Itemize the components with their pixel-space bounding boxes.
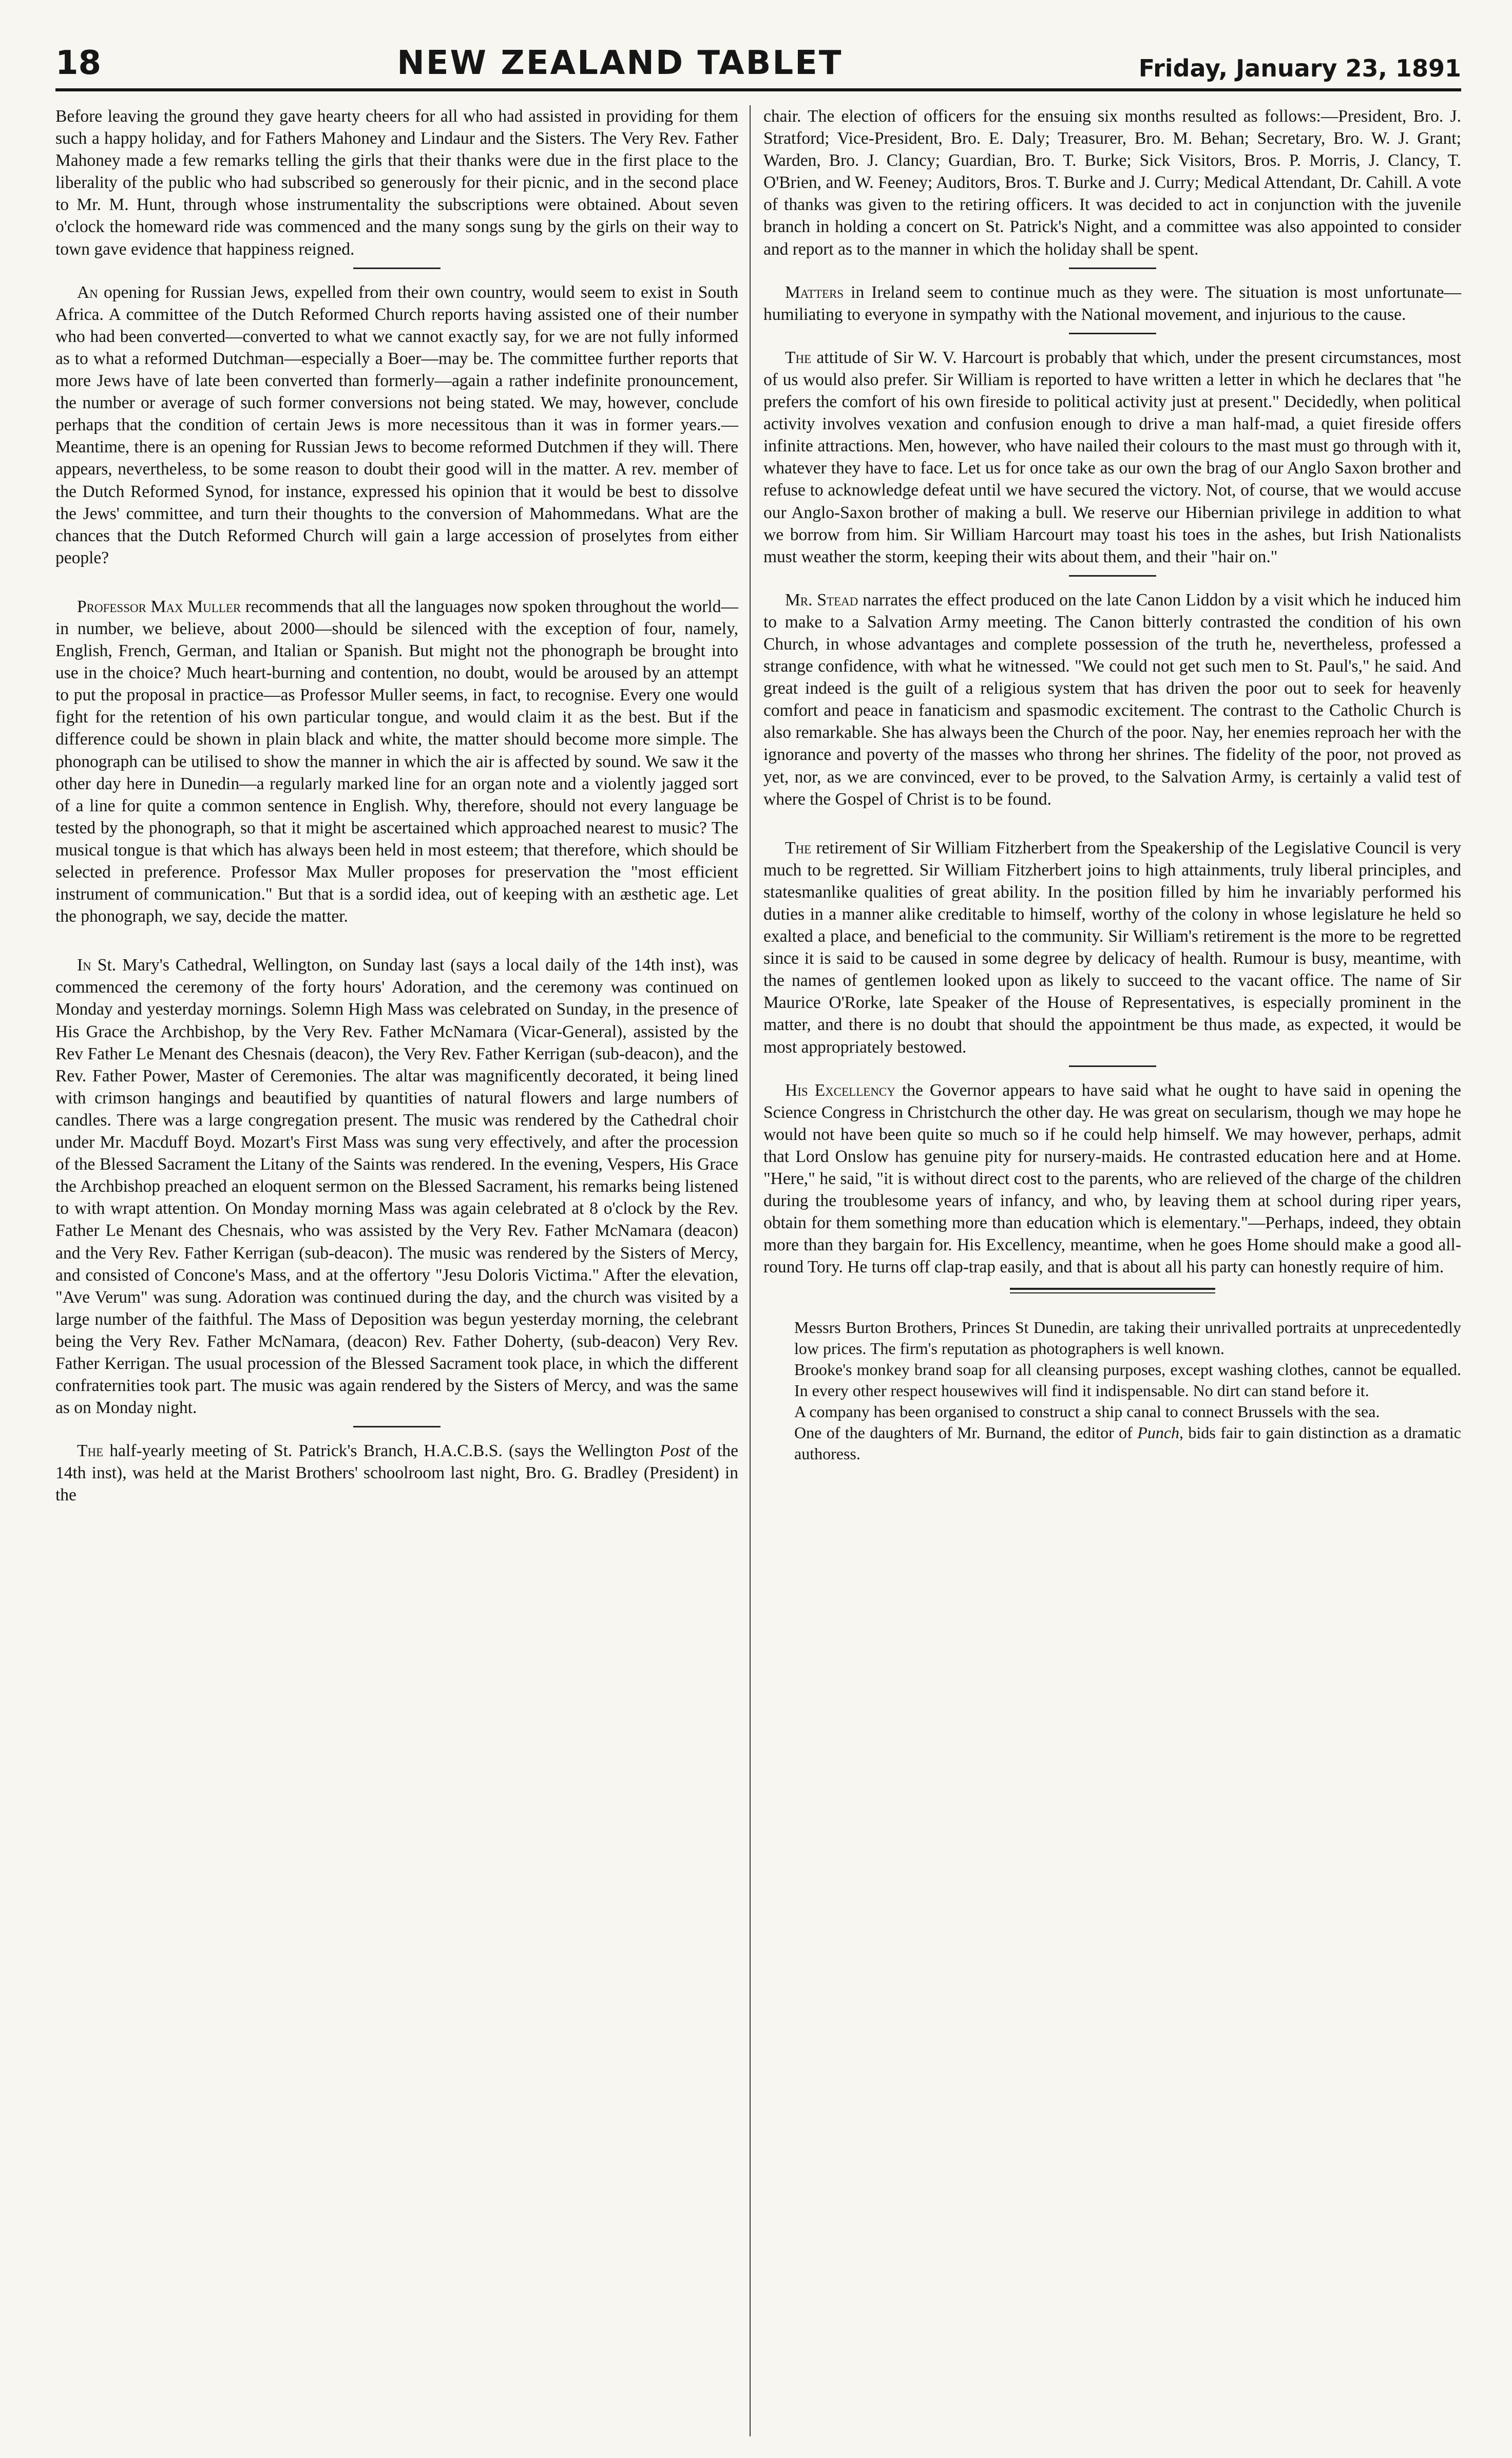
article-body: recommends that all the languages now spoken throughout the world—in number, we believe, about 2000—should be silenced with the exception of four, namely, English, French, German, and Italian or Spanish. But might not the phonograph be brought into use in the choice? Much heart-burning and contention, no doubt, would be aroused by an attempt to put the proposal in practice—as Professor Muller seems, in fact, to recognise. Every one would fight for the retention of his own particular tongue, and would claim it as the best. But if the difference could be shown in plain black and white, the matter should become more simple. The phonograph can be utilised to show the manner in which the air is affected by sound. We saw it the other day here in Dunedin—a regularly marked line for an organ note and a violently jagged sort of a line for quite a common sentence in English. Why, therefore, should not every language be tested by the phonograph, so that it might be ascertained which approached nearest to music? The musical tongue is that which has always been held in most esteem; that therefore, which should be selected in preference. Professor Max Muller proposes for preservation the "most efficient instrument of communication." But that is a sordid idea, out of keeping with an æsthetic age. Let the phonograph, we say, decide the matter. (55, 597, 738, 926)
article-divider (1069, 268, 1156, 269)
article-harcourt (763, 347, 1461, 568)
article-hacbs-meeting (55, 1440, 738, 1506)
article-body: St. Mary's Cathedral, Wellington, on Sunday last (says a local daily of the 14th inst), was commenced the ceremony of the forty hours' Adoration, and the ceremony was continued on Monday and yesterday mornings. Solemn High Mass was celebrated on Sunday, in the presence of His Grace the Archbishop, by the Very Rev. Father McNamara (Vicar-General), assisted by the Rev Father Le Menant des Chesnais (deacon), the Very Rev. Father Kerrigan (sub-deacon), and the Rev. Father Power, Master of Ceremonies. The altar was magnificently decorated, it being lined with crimson hangings and beautified by quantities of natural flowers and large numbers of candles. There was a large congregation present. The music was rendered by the Cathedral choir under Mr. Macduff Boyd. Mozart's First Mass was sung very effectively, and after the procession of the Blessed Sacrament the Litany of the Saints was rendered. In the evening, Vespers, His Grace the Archbishop preached an eloquent sermon on the Blessed Sacrament, his remarks being listened to with wrapt attention. On Monday morning Mass was again celebrated at 8 o'clock by the Rev. Father Le Menant des Chesnais, who was assisted by the Very Rev. Father McNamara (deacon) and the Very Rev. Father Kerrigan (sub-deacon). The music was rendered by the Sisters of Mercy, and consisted of Concone's Mass, and at the offertory "Jesu Doloris Victima." After the elevation, "Ave Verum" was sung. Adoration was continued during the day, and the church was visited by a large number of the faithful. The Mass of Deposition was begun yesterday morning, the celebrant being the Very Rev. Father McNamara, (deacon) Rev. Father Doherty, (sub-deacon) Very Rev. Father Kerrigan. The usual procession of the Blessed Sacrament took place, in which the different confraternities took part. The music was again rendered by the Sisters of Mercy, and was the same as on Monday night. (55, 956, 738, 1418)
magazine-name: Punch (1137, 1423, 1180, 1442)
article-body: of the 14th inst), was held at the Marist Brothers' schoolroom last night, Bro. G. Bradley (President) in the (55, 1441, 738, 1505)
lead-word: His Excellency (785, 1080, 895, 1100)
lead-word: Matters (785, 282, 844, 302)
lead-word: An (77, 282, 98, 302)
notice-text: , bids fair to gain distinction as a dramatic authoress. (794, 1423, 1462, 1463)
article-governor (763, 1079, 1461, 1279)
article-divider (353, 268, 441, 269)
page-number: 18 (55, 44, 102, 82)
advertisement-divider (1010, 1288, 1215, 1293)
left-column (55, 105, 738, 1507)
ad-brookes-soap: Brooke's monkey brand soap for all cleansing purposes, except washing clothes, cannot be equalled. In every other respect housewives will find it indispensable. No dirt can stand before it. (794, 1360, 1461, 1400)
article-fitzherbert (763, 837, 1461, 1058)
advertisements (763, 1317, 1461, 1464)
article-spacer (55, 569, 738, 596)
issue-date: Friday, January 23, 1891 (1138, 54, 1461, 82)
article-spacer (763, 810, 1461, 837)
article-ireland (763, 281, 1461, 326)
lead-word: Professor Max Muller (77, 597, 241, 616)
lead-word: In (77, 956, 91, 975)
notice-ship-canal: A company has been organised to construct a ship canal to connect Brussels with the sea. (794, 1402, 1380, 1421)
lead-word: The (77, 1441, 104, 1461)
article-max-muller (55, 596, 738, 927)
article-picnic-continued: Before leaving the ground they gave hearty cheers for all who had assisted in providing for them such a happy holiday, and for Fathers Mahoney and Lindaur and the Sisters. The Very Rev. Father Mahoney made a few remarks telling the girls that their thanks were due in the first place to the liberality of the public who had subscribed so generously for their picnic, and in the second place to Mr. M. Hunt, through whose instrumentality the subscriptions were obtained. About seven o'clock the homeward ride was commenced and the many songs sung by the girls on their way to town gave evidence that happiness reigned. (55, 107, 738, 259)
article-divider (1069, 575, 1156, 577)
ad-burton-brothers: Messrs Burton Brothers, Princes St Dunedin, are taking their unrivalled portraits at unprecedentedly low prices. The firm's reputation as photographers is well known. (794, 1318, 1461, 1358)
article-hacbs-continued: chair. The election of officers for the ensuing six months resulted as follows:—President, Bro. J. Stratford; Vice-President, Bro. E. Daly; Treasurer, Bro. M. Behan; Secretary, Bro. W. J. Grant; Warden, Bro. J. Clancy; Guardian, Bro. T. Burke; Sick Visitors, Bros. P. Morris, J. Clancy, T. O'Brien, and W. Feeney; Auditors, Bros. T. Burke and J. Curry; Medical Attendant, Dr. Cahill. A vote of thanks was given to the retiring officers. It was decided to act in conjunction with the juvenile branch in holding a concert on St. Patrick's Night, and a committee was also appointed to consider and report as to the manner in which the holiday shall be spent. (763, 107, 1461, 259)
article-body: half-yearly meeting of St. Patrick's Branch, H.A.C.B.S. (says the Wellington (103, 1441, 660, 1461)
newspaper-name: Post (660, 1441, 691, 1461)
article-body: narrates the effect produced on the late Canon Liddon by a visit which he induced him to make to a Salvation Army meeting. The Canon bitterly contrasted the condition of his own Church, in whose advantages and complete possession of the truth he, nevertheless, professed a strange confidence, with what he witnessed. "We could not get such men to St. Paul's," he said. And great indeed is the guilt of a religious system that has driven the poor out to seek for heavenly comfort and peace in fanaticism and spasmodic excitement. The contrast to the Catholic Church is also remarkable. She has always been the Church of the poor. Nay, her enemies reproach her with the ignorance and poverty of the masses who throng her shrines. The fidelity of the poor, not proved as yet, nor, as we are convinced, ever to be proved, to the Salvation Army, is certainly a valid test of where the Gospel of Christ is to be found. (763, 590, 1461, 809)
article-body: retirement of Sir William Fitzherbert from the Speakership of the Legislative Council is very much to be regretted. Sir William Fitzherbert joins to high attainments, truly liberal principles, and statesmanlike qualities of great ability. In the position filled by him he invariably performed his duties in a manner alike creditable to himself, worthy of the colony in whose legislature he held so exalted a place, and beneficial to the community. Sir William's retirement is the more to be regretted since it is said to be caused in some degree by delicacy of health. Rumour is busy, meantime, with the names of gentlemen looked upon as likely to succeed to the vacant office. The name of Sir Maurice O'Rorke, late Speaker of the House of Representatives, is especially prominent in the matter, and there is no doubt that should the appointment be thus made, as expected, it would be most appropriately bestowed. (763, 838, 1461, 1057)
article-spacer (55, 927, 738, 954)
article-body: opening for Russian Jews, expelled from their own country, would seem to exist in South Africa. A committee of the Dutch Reformed Church reports having assisted one of their number who had been converted—converted to what we cannot exactly say, for we are not fully informed as to what a reformed Dutchman—especially a Boer—may be. The committee further reports that more Jews have of late been converted than formerly—again a rather indefinite pronouncement, the number or average of such former conversions not being stated. We may, however, conclude perhaps that the condition of certain Jews is more necessitous than it was in former years.—Meantime, there is an opening for Russian Jews to become reformed Dutchmen if they will. There appears, nevertheless, to be some reason to doubt their good will in the matter. A rev. member of the Dutch Reformed Synod, for instance, expressed his opinion that it would be best to dissolve the Jews' committee, and turn their thoughts to the conversion of Mahommedans. What are the chances that the Dutch Reformed Church will gain a large accession of proselytes from either people? (55, 282, 738, 567)
notice-burnand-daughter (763, 1422, 1461, 1464)
article-stead-liddon (763, 589, 1461, 810)
lead-word: Mr. Stead (785, 590, 858, 609)
article-divider (1069, 1065, 1156, 1067)
column-divider (750, 105, 751, 2436)
article-body: attitude of Sir W. V. Harcourt is probably that which, under the present circumstances, most of us would also prefer. Sir William is reported to have written a letter in which he declares that "he prefers the comfort of his own fireside to political activity just at present." Decidedly, when political activity involves vexation and confusion enough to drive a man half-mad, a quiet fireside offers infinite attractions. Men, however, who have nailed their colours to the mast must go through with it, whatever they have to face. Let us for once take as our own the brag of our Anglo Saxon brother and refuse to acknowledge defeat until we have secured the victory. Not, of course, that we would accuse our Anglo-Saxon brother of making a bull. We reserve our Hibernian privilege in addition to what we borrow from him. Sir William Harcourt may toast his toes in the ashes, but Irish Nationalists must weather the storm, keeping their wits about them, and their "hair on." (763, 348, 1461, 566)
article-cathedral-adoration (55, 954, 738, 1419)
lead-word: The (785, 348, 812, 367)
article-russian-jews (55, 281, 738, 569)
lead-word: The (785, 838, 812, 858)
masthead (55, 42, 1461, 82)
article-divider (353, 1426, 441, 1427)
paper-title: NEW ZEALAND TABLET (397, 44, 843, 82)
article-body: in Ireland seem to continue much as they were. The situation is most unfortunate—humiliating to everyone in sympathy with the National movement, and injurious to the cause. (763, 282, 1461, 324)
notice-text: One of the daughters of Mr. Burnand, the editor of (794, 1423, 1138, 1442)
right-column (763, 105, 1461, 1464)
masthead-rule (55, 88, 1461, 91)
article-divider (1069, 333, 1156, 334)
article-body: the Governor appears to have said what he ought to have said in opening the Science Congress in Christchurch the other day. He was great on secularism, though we may hope he would not have been quite so much so if he could help himself. We may however, perhaps, admit that Lord Onslow has genuine pity for nursery-maids. He contrasted education here and at Home. "Here," he said, "it is without direct cost to the parents, who are relieved of the charge of the children during the troublesome years of infancy, and who, by leaving them at school during riper years, obtain for them something more than education which is elementary."—Perhaps, indeed, they obtain more than they bargain for. His Excellency, meantime, when he goes Home should make a good all-round Tory. He turns off clap-trap easily, and that is about all his party can honestly require of him. (763, 1080, 1461, 1277)
